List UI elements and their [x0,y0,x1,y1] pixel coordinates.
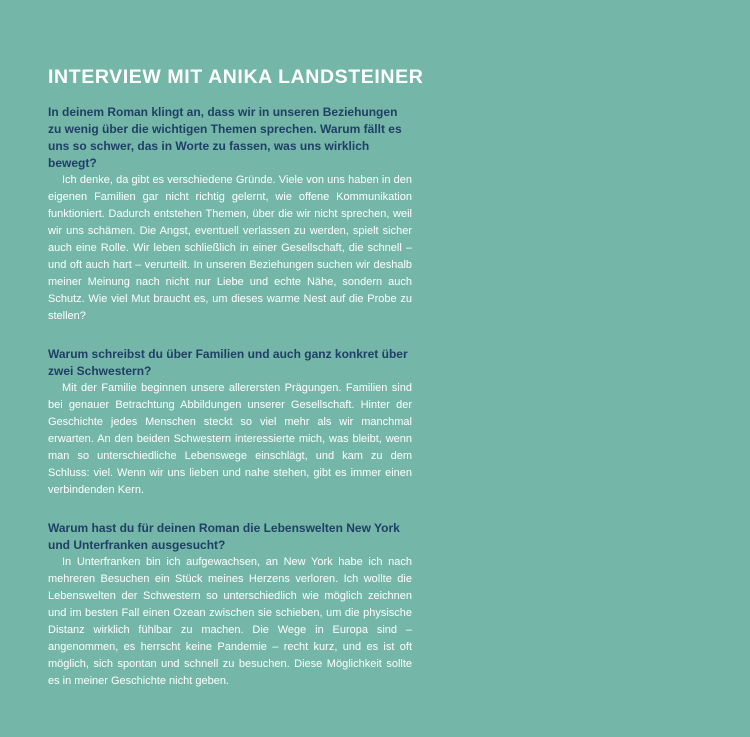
interview-section-2 [48,346,412,499]
question-1: In deinem Roman klingt an, dass wir in unseren Beziehungen zu wenig über die wichtigen Themen sprechen. Warum fällt es uns so schwer, das in Worte zu fassen, was uns wirklich bewegt? [48,105,402,170]
question-2: Warum schreibst du über Familien und auch ganz konkret über zwei Schwestern? [48,347,408,378]
interview-section-1 [48,104,412,325]
answer-1: Ich denke, da gibt es verschiedene Gründe. Viele von uns haben in den eigenen Familien gar nicht richtig gelernt, wie offene Kommunikation funktioniert. Dadurch entstehen Themen, über die wir nicht sprechen, weil wir uns schämen. Die Angst, eventuell verlassen zu werden, spielt sicher auch eine Rolle. Wir leben schließlich in einer Gesellschaft, die schnell – und oft auch hart – verurteilt. In unseren Beziehungen suchen wir deshalb meiner Meinung nach nicht nur Liebe und echte Nähe, sondern auch Schutz. Wie viel Mut braucht es, um dieses warme Nest auf die Probe zu stellen? [48,174,412,322]
answer-2: Mit der Familie beginnen unsere allerersten Prägungen. Familien sind bei genauer Betrachtung Abbildungen unserer Gesellschaft. Hinter der Geschichte jedes Menschen steckt so viel mehr als wir manchmal erwarten. An den beiden Schwestern interessierte mich, was bleibt, wenn man so unterschiedliche Lebenswege einschlägt, und kam zu dem Schluss: viel. Wenn wir uns lieben und nahe stehen, gibt es immer einen verbindenden Kern. [48,382,412,496]
answer-3: In Unterfranken bin ich aufgewachsen, an New York habe ich nach mehreren Besuchen ein Stück meines Herzens verloren. Ich wollte die Lebenswelten der Schwestern so unterschiedlich wie möglich zeichnen und im besten Fall einen Ozean zwischen sie schieben, um die physische Distanz wirklich fühlbar zu machen. Die Wege in Europa sind – angenommen, es herrscht keine Pandemie – recht kurz, und es ist oft möglich, sich spontan und schnell zu besuchen. Diese Möglichkeit sollte es in meiner Geschichte nicht geben. [48,556,412,687]
page-title: INTERVIEW MIT ANIKA LANDSTEINER [48,66,424,88]
question-3: Warum hast du für deinen Roman die Lebenswelten New York und Unterfranken ausgesucht? [48,521,400,552]
interview-section-3 [48,520,412,690]
interview-page [48,66,424,690]
